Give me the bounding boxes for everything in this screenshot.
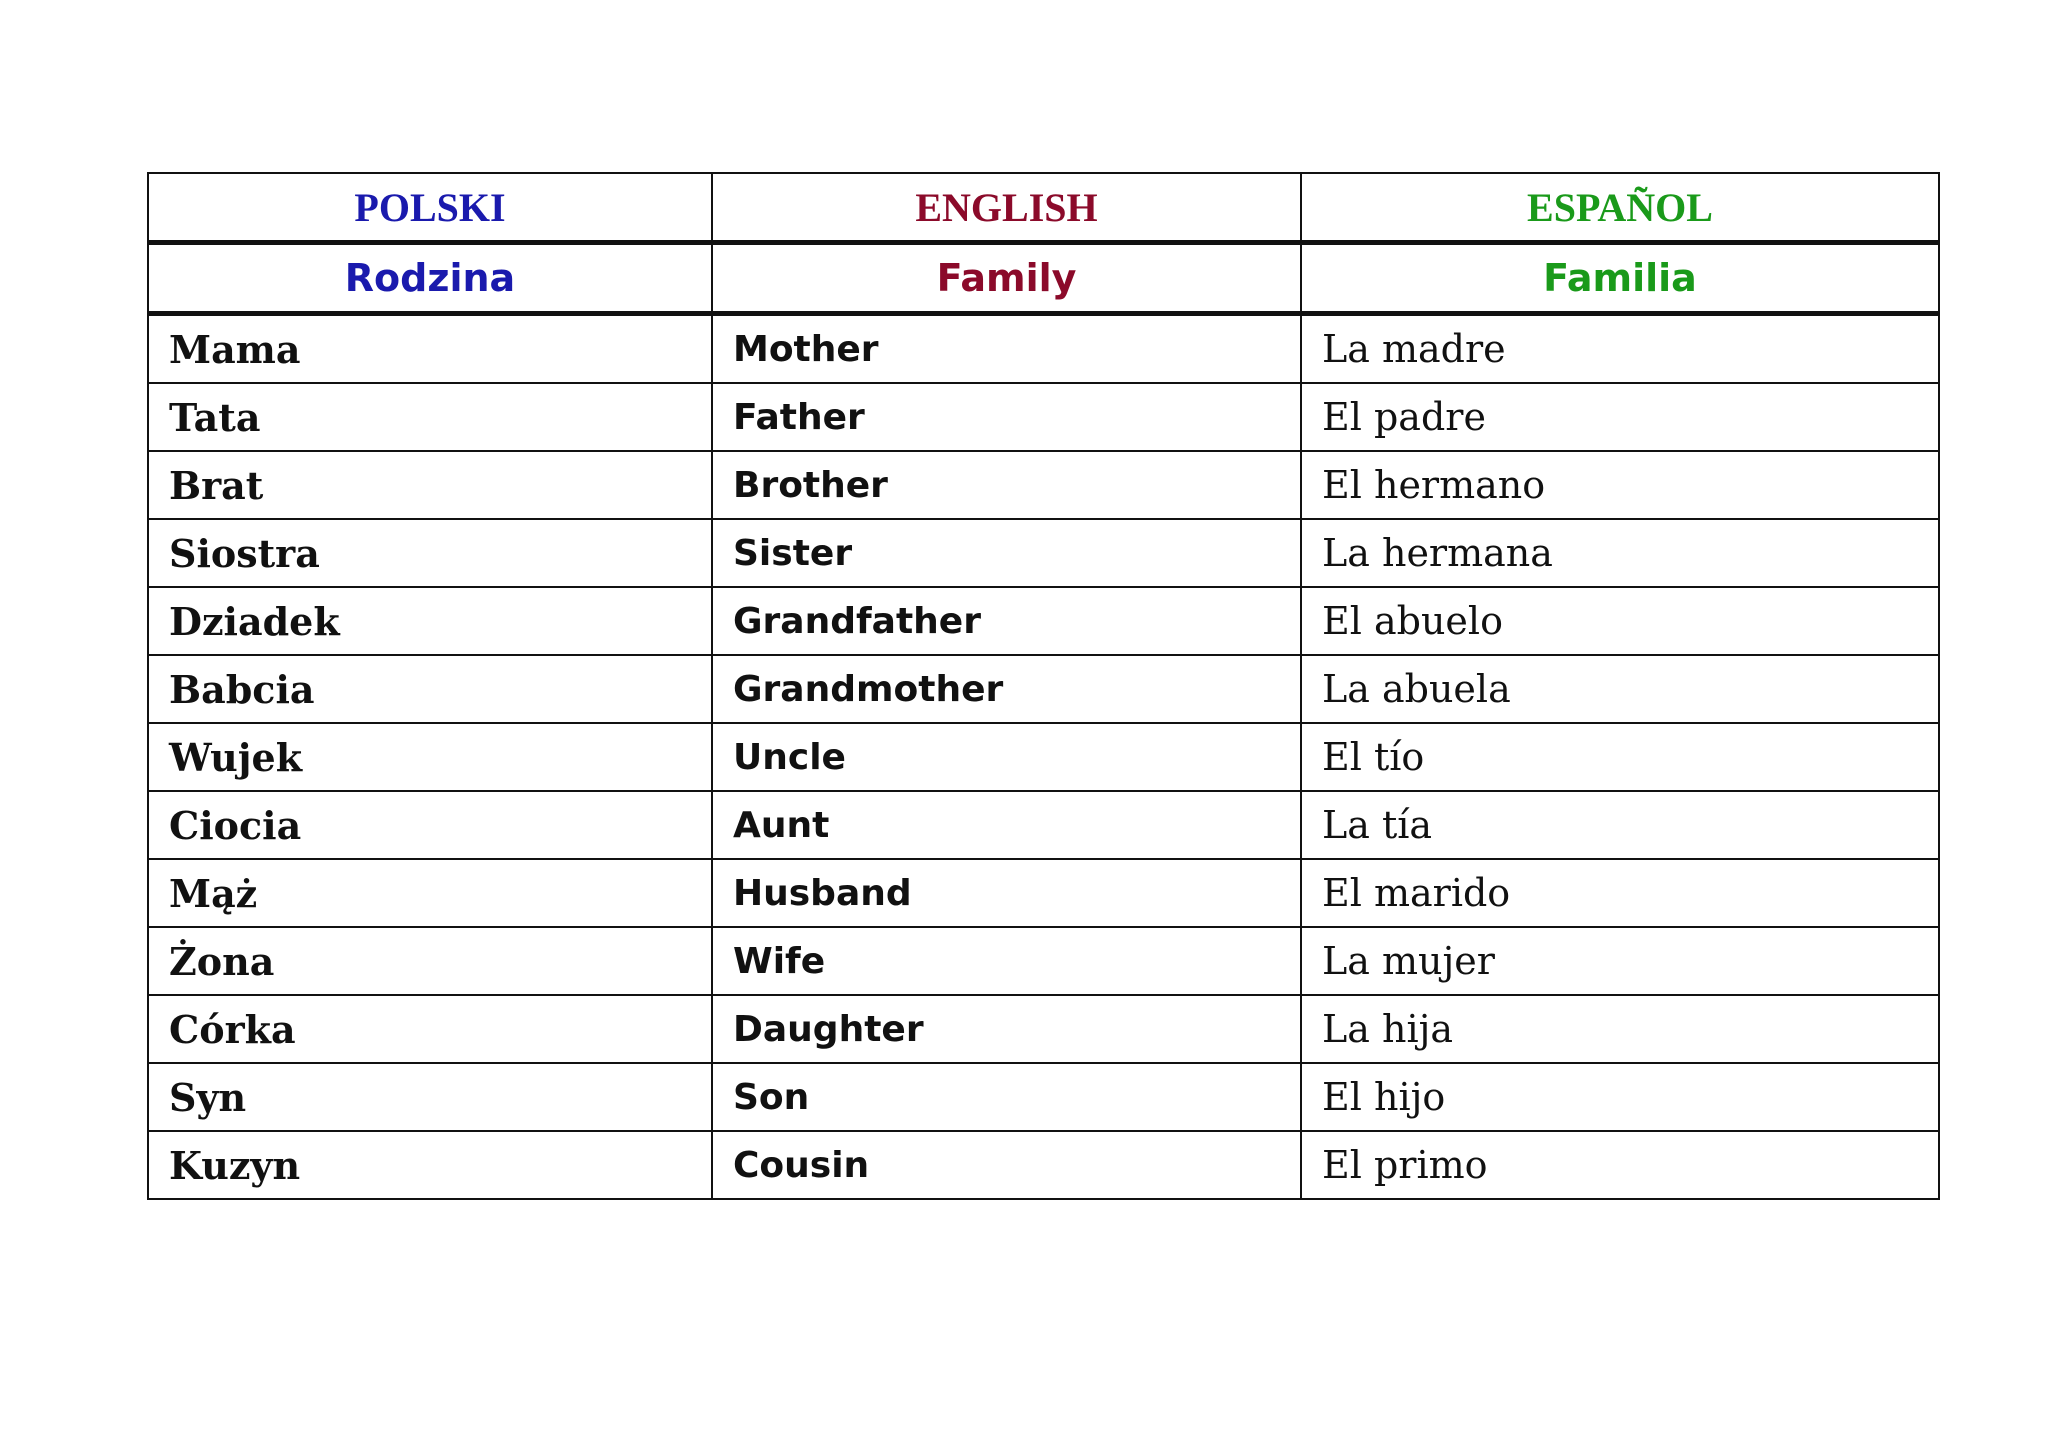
word-english: Grandmother [712,655,1301,723]
header-espanol: ESPAÑOL [1301,173,1939,243]
word-polski: Żona [148,927,712,995]
word-espanol: La madre [1301,314,1939,384]
word-english: Brother [712,451,1301,519]
word-espanol: El marido [1301,859,1939,927]
word-polski: Mąż [148,859,712,927]
table-row [148,383,1939,451]
word-espanol: El abuelo [1301,587,1939,655]
header-english: ENGLISH [712,173,1301,243]
table-row [148,1063,1939,1131]
word-polski: Dziadek [148,587,712,655]
word-espanol: La abuela [1301,655,1939,723]
topic-english: Family [712,243,1301,314]
header-polski: POLSKI [148,173,712,243]
vocabulary-table [147,172,1940,1200]
word-english: Uncle [712,723,1301,791]
word-polski: Babcia [148,655,712,723]
topic-header-row [148,243,1939,314]
table-row [148,451,1939,519]
table-row [148,1131,1939,1199]
topic-polski: Rodzina [148,243,712,314]
word-espanol: La hija [1301,995,1939,1063]
word-english: Grandfather [712,587,1301,655]
word-polski: Ciocia [148,791,712,859]
word-polski: Syn [148,1063,712,1131]
word-espanol: La tía [1301,791,1939,859]
word-english: Aunt [712,791,1301,859]
word-polski: Siostra [148,519,712,587]
table-row [148,314,1939,384]
word-english: Father [712,383,1301,451]
word-espanol: El hijo [1301,1063,1939,1131]
word-espanol: El tío [1301,723,1939,791]
word-english: Husband [712,859,1301,927]
word-polski: Tata [148,383,712,451]
word-espanol: La mujer [1301,927,1939,995]
table-row [148,587,1939,655]
table-row [148,519,1939,587]
word-espanol: La hermana [1301,519,1939,587]
word-polski: Mama [148,314,712,384]
table-row [148,927,1939,995]
word-english: Sister [712,519,1301,587]
table-row [148,859,1939,927]
table-row [148,995,1939,1063]
word-polski: Córka [148,995,712,1063]
word-espanol: El primo [1301,1131,1939,1199]
word-english: Son [712,1063,1301,1131]
word-english: Cousin [712,1131,1301,1199]
word-english: Wife [712,927,1301,995]
table-row [148,791,1939,859]
word-polski: Brat [148,451,712,519]
word-espanol: El hermano [1301,451,1939,519]
table-row [148,655,1939,723]
language-header-row [148,173,1939,243]
topic-espanol: Familia [1301,243,1939,314]
word-polski: Wujek [148,723,712,791]
word-polski: Kuzyn [148,1131,712,1199]
word-espanol: El padre [1301,383,1939,451]
word-english: Daughter [712,995,1301,1063]
table-row [148,723,1939,791]
word-english: Mother [712,314,1301,384]
